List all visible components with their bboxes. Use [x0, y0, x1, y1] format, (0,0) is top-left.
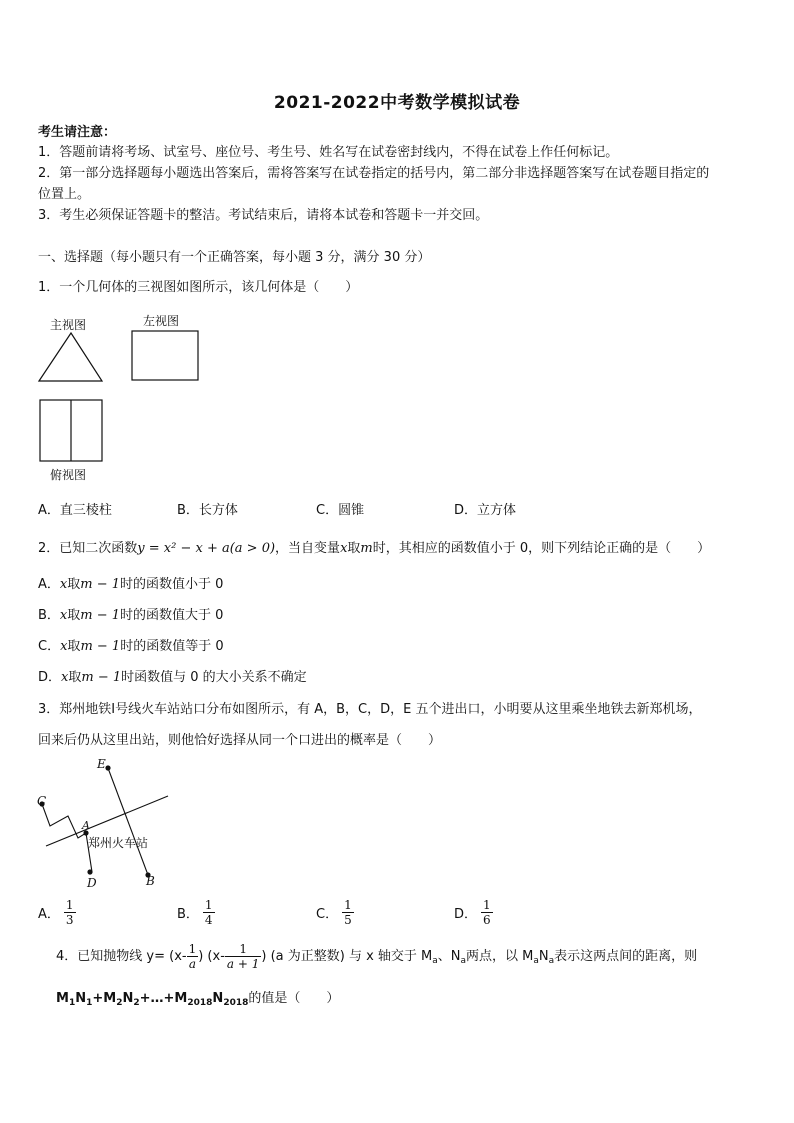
- q4-fraction-1: [187, 942, 199, 971]
- q4-post2: 、N: [437, 949, 461, 964]
- q4-dots: +…+M: [139, 991, 188, 1006]
- q3-stem-line-2: 回来后仍从这里出站，则他恰好选择从同一个口进出的概率是（ ）: [38, 733, 442, 748]
- q2-var-x: x: [340, 541, 348, 556]
- q2-option-c: [38, 635, 224, 654]
- option-expr: m − 1: [80, 639, 121, 654]
- q1-option-b: B．长方体: [177, 503, 238, 518]
- q1-option-d: D．立方体: [454, 503, 517, 518]
- q4-plus: +M: [92, 991, 117, 1006]
- q2-option-d: [38, 666, 307, 685]
- q1-stem: 1．一个几何体的三视图如图所示，该几何体是（ ）: [38, 280, 359, 295]
- option-var-x: x: [59, 608, 68, 623]
- notice-line-2-cont: 位置上。: [38, 187, 91, 202]
- q3-stem-line-1: 3．郑州地铁Ⅰ号线火车站站口分布如图所示，有 A，B，C，D，E 五个进出口，小明要从这里乘坐地铁去新郑机场，: [38, 702, 702, 717]
- q1-option-a: A．直三棱柱: [38, 503, 112, 518]
- three-view-top-figures: [36, 328, 206, 386]
- option-take: 取: [68, 670, 82, 685]
- q4-post3: 两点，以 M: [466, 949, 534, 964]
- option-take: 取: [67, 639, 81, 654]
- notice-heading: 考生请注意：: [38, 125, 117, 140]
- subscript: 1: [86, 998, 93, 1008]
- fraction: [481, 898, 493, 927]
- page-title: 2021-2022中考数学模拟试卷: [273, 93, 521, 113]
- numerator: 1: [188, 942, 197, 956]
- option-label: B．: [177, 907, 199, 922]
- subscript: 1: [68, 998, 76, 1008]
- exit-c-d-path: [42, 804, 92, 872]
- option-label: A．: [38, 907, 60, 922]
- q3-option-d: [454, 898, 493, 927]
- numerator: 1: [344, 898, 352, 912]
- q4-stem-line-1: [56, 942, 697, 971]
- subscript: a: [460, 956, 467, 966]
- q4-m: M: [56, 991, 69, 1006]
- q4-mid: ) (x-: [198, 949, 225, 964]
- denominator: a + 1: [226, 957, 260, 971]
- exit-a-label: A: [82, 819, 90, 832]
- q2-stem: [38, 537, 710, 556]
- option-text: 时函数值与 0 的大小关系不确定: [121, 670, 307, 685]
- subscript: a: [533, 956, 539, 966]
- exit-d-label: D: [87, 876, 97, 890]
- numerator: 1: [483, 898, 491, 912]
- option-var-x: x: [59, 577, 68, 592]
- q2-option-b: [38, 604, 223, 623]
- top-view-figure: [36, 397, 108, 465]
- option-take: 取: [67, 608, 81, 623]
- exit-e-b-path: [108, 768, 148, 875]
- notice-line-3: 3．考生必须保证答题卡的整洁。考试结束后，请将本试卷和答题卡一并交回。: [38, 208, 489, 223]
- notice-line-1: 1．答题前请将考场、试室号、座位号、考生号、姓名写在试卷密封线内，不得在试卷上作任何标记。: [38, 145, 619, 160]
- q4-pre: 4．已知抛物线 y= (x-: [56, 949, 187, 964]
- q4-post: ) (a 为正整数) 与 x 轴交于 M: [261, 949, 433, 964]
- option-label: B．: [38, 608, 60, 623]
- q3-option-c: [316, 898, 354, 927]
- q1-option-c: C．圆锥: [316, 503, 365, 518]
- q4-post5: 表示这两点间的距离，则: [554, 949, 698, 964]
- subscript: 2: [133, 998, 140, 1008]
- denominator: 3: [65, 913, 74, 927]
- option-label: D．: [454, 907, 478, 922]
- option-take: 取: [67, 577, 81, 592]
- option-text: 时的函数值小于 0: [120, 577, 224, 592]
- q2-stem-mid1: ，当自变量: [275, 541, 341, 556]
- option-label: A．: [38, 577, 60, 592]
- q3-option-b: [177, 898, 215, 927]
- q4-n: N: [122, 991, 134, 1006]
- q4-post4: N: [538, 949, 549, 964]
- option-label: D．: [38, 670, 62, 685]
- exit-c-label: C: [37, 794, 47, 808]
- section-heading: 一、选择题（每小题只有一个正确答案，每小题 3 分，满分 30 分）: [38, 250, 431, 265]
- fraction: [64, 898, 76, 927]
- q2-function: y = x² − x + a(a > 0): [137, 541, 276, 556]
- station-label: 郑州火车站: [88, 836, 149, 850]
- denominator: 6: [483, 913, 491, 927]
- q3-option-a: [38, 898, 76, 927]
- front-view-label: 主视图: [50, 318, 87, 332]
- exit-e-point: [105, 765, 110, 770]
- q2-stem-pre: 2．已知二次函数: [38, 541, 138, 556]
- q2-stem-post: 时，其相应的函数值小于 0，则下列结论正确的是（ ）: [372, 541, 711, 556]
- subscript: 2018: [223, 998, 249, 1008]
- q4-n: N: [212, 991, 224, 1006]
- subscript: a: [548, 956, 555, 966]
- option-label: C．: [316, 907, 339, 922]
- option-expr: m − 1: [80, 608, 121, 623]
- q4-end: 的值是（ ）: [248, 991, 340, 1006]
- option-expr: m − 1: [81, 670, 122, 685]
- numerator: 1: [65, 898, 74, 912]
- left-view-rectangle: [132, 331, 198, 380]
- denominator: a: [188, 957, 196, 971]
- subscript: 2: [116, 998, 123, 1008]
- subscript: a: [432, 956, 438, 966]
- q2-stem-mid2: 取: [347, 541, 361, 556]
- q2-var-m: m: [360, 541, 373, 556]
- q4-stem-line-2: [56, 987, 339, 1008]
- subscript: 2018: [187, 998, 213, 1008]
- fraction: [203, 898, 215, 927]
- option-var-x: x: [61, 670, 69, 685]
- top-view-label: 俯视图: [50, 468, 87, 482]
- front-view-triangle: [39, 333, 102, 381]
- q4-fraction-2: [225, 942, 261, 971]
- denominator: 5: [344, 913, 352, 927]
- denominator: 4: [204, 913, 213, 927]
- exit-d-point: [87, 869, 92, 874]
- option-label: C．: [38, 639, 61, 654]
- numerator: 1: [239, 942, 247, 956]
- notice-line-2: 2．第一部分选择题每小题选出答案后，需将答案写在试卷指定的括号内，第二部分非选择题答案写在试卷题目指定的: [38, 166, 710, 181]
- station-diagram: [30, 754, 180, 890]
- option-text: 时的函数值等于 0: [120, 639, 224, 654]
- option-expr: m − 1: [80, 577, 121, 592]
- option-text: 时的函数值大于 0: [120, 608, 224, 623]
- q2-option-a: [38, 573, 223, 592]
- exit-b-label: B: [146, 874, 155, 888]
- q4-n: N: [75, 991, 87, 1006]
- option-var-x: x: [60, 639, 68, 654]
- numerator: 1: [204, 898, 213, 912]
- exit-e-label: E: [97, 757, 106, 771]
- left-view-label: 左视图: [143, 314, 180, 328]
- fraction: [342, 898, 354, 927]
